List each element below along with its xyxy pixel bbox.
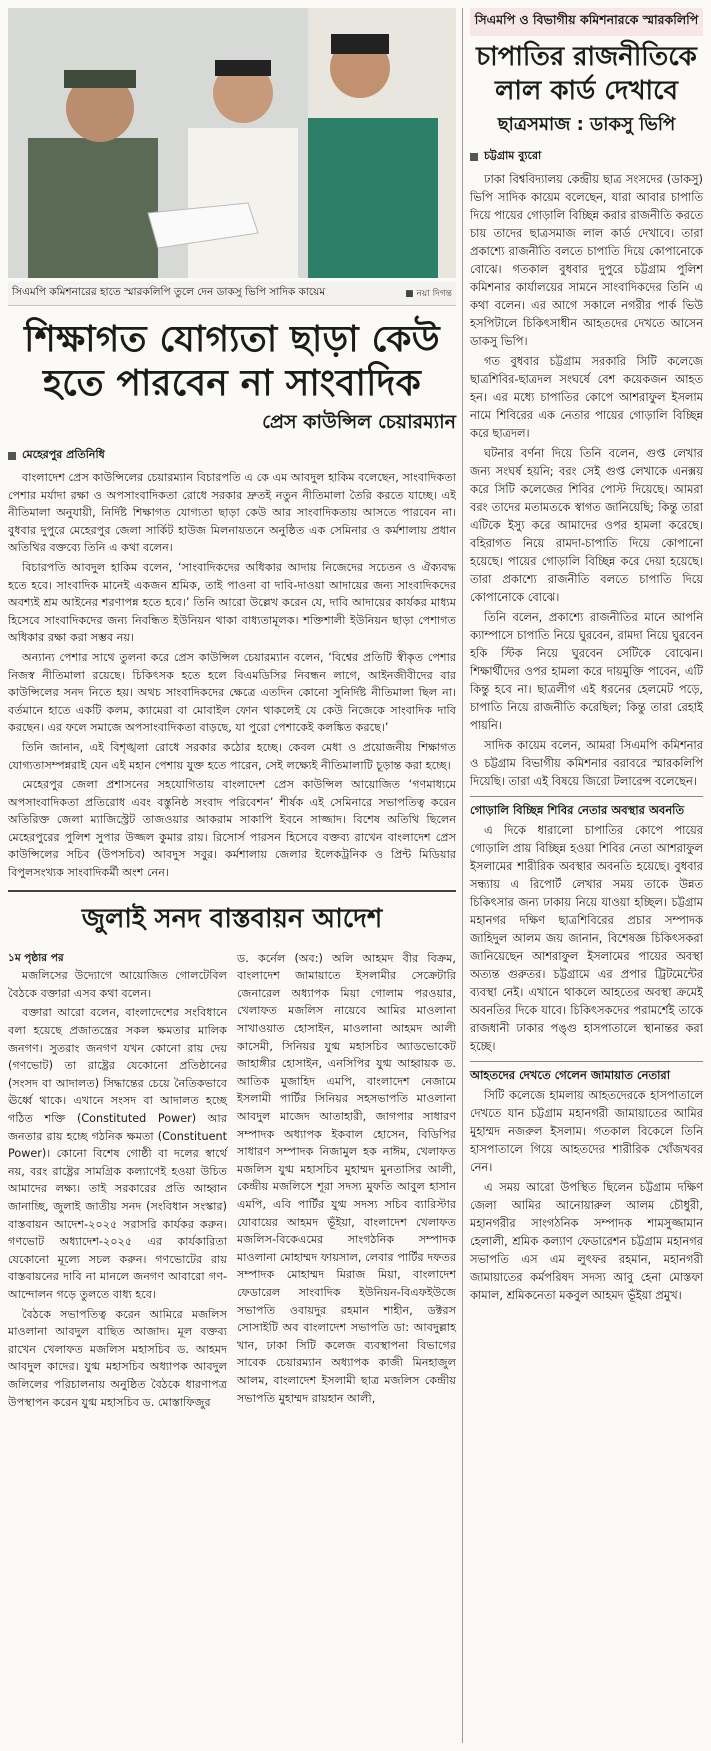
caption-credit: ■ নয়া দিগন্ত (405, 289, 452, 299)
section-divider (8, 890, 456, 892)
news-photo (8, 8, 456, 278)
right-subheadline: ছাত্রসমাজ : ডাকসু ভিপি (497, 114, 676, 135)
article-paragraph: গত বুধবার চট্টগ্রাম সরকারি সিটি কলেজে ছাত্রশিবির-ছাত্রদল সংঘর্ষে বেশ কয়েকজন আহত হন। এর মধ্যে চাপাতির কোপে আশরাফুল ইসলাম নামে শিবিরের এক নেতার পায়ের গোড়ালি বিচ্ছিন্ন করে ছাত্রদল। (470, 354, 703, 440)
column-divider (462, 8, 463, 1743)
right-article-body (470, 170, 703, 1304)
headline-subtitle: প্রেস কাউন্সিল চেয়ারম্যান (262, 411, 456, 433)
caption-text: সিএমপি কমিশনারের হাতে স্মারকলিপি তুলে দেন ডাকসু ভিপি সাদিক কায়েম (12, 286, 326, 298)
right-section (470, 8, 703, 1306)
article-paragraph: অন্যান্য পেশার সাথে তুলনা করে প্রেস কাউন্সিল চেয়ারম্যান বলেন, ‘বিশ্বের প্রতিটি স্বীকৃত পেশার নিজস্ব নীতিমালা রয়েছে। চিকিৎসক হতে হলে বিএমডিসির নিবন্ধন লাগে, আইনজীবীদের বার কাউন্সিলের সনদ নিতে হয়। অথচ সাংবাদিকদের ক্ষেত্রে এতদিন কোনো সুনির্দিষ্ট নীতিমালা ছিল না। বর্তমানে হাতে একটি কলম, ক্যামেরা বা মোবাইল ফোন থাকলেই যে কেউ নিজেকে সাংবাদিক দাবি করছেন। এর ফলে সমাজে অপসাংবাদিকতা বাড়ছে, যা পুরো পেশাকেই কলঙ্কিত করছে।’ (8, 650, 456, 735)
article-paragraph: বৈঠকে সভাপতিত্ব করেন আমিরে মজলিস মাওলানা আবদুল বাছিত আজাদ। মূল বক্তব্য রাখেন খেলাফত মজলিস মহাসচিব ড. আহমদ আবদুল কাদের। যুগ্ম মহাসচিব অধ্যাপক আবদুল জলিলের পরিচালনায় অনুষ্ঠিত বৈঠকে ধারণাপত্র উপস্থাপন করেন যুগ্ম মহাসচিব ড. মোস্তাফিজুর (8, 1307, 227, 1409)
article-paragraph: সাদিক কায়েম বলেন, আমরা সিএমপি কমিশনার ও চট্টগ্রাম বিভাগীয় কমিশনার বরাবরে স্মারকলিপি দিয়েছি। তারা এই বিষয়ে জিরো টলারেন্স বলেছেন। (470, 738, 703, 788)
right-headline-line-1: চাপাতির রাজনীতিকে (476, 42, 697, 72)
article-paragraph: ড. কর্নেল (অব:) অলি আহমদ বীর বিক্রম, বাংলাদেশ জামায়াতে ইসলামীর সেক্রেটারি জেনারেল অধ্যাপক মিয়া গোলাম পরওয়ার, খেলাফত মজলিস নায়েবে আমির মাওলানা সাখাওয়াত হোসাইন, মাওলানা আহমদ আলী কাসেমী, সিনিয়র যুগ্ম মহাসচিব অ্যাডভোকেট জাহাঙ্গীর হোসাইন, এনসিপির যুগ্ম আহ্বায়ক ড. আতিক মুজাহিদ এমপি, বাংলাদেশ নেজামে ইসলামী পার্টির সিনিয়র সহসভাপতি মাওলানা আবদুল মাজেদ আতাহারী, জাগপার সাধারণ সম্পাদক অধ্যাপক ইকবাল হোসেন, বিডিপির সাধারণ সম্পাদক নিজামুল হক নাঈম, খেলাফত মজলিস যুগ্ম মহাসচিব মুহাম্মদ মুনতাসির আলী, কেন্দ্রীয় মজলিসে শূরা সদস্য মুফতি আবুল হাসান এমপি, এবি পার্টির যুগ্ম সদস্য সচিব ব্যারিস্টার যোবায়ের আহমদ ভূঁইয়া, বাংলাদেশ খেলাফত মজলিস-বিকেএমের সাংগঠনিক সম্পাদক মাওলানা মোহাম্মদ ফায়সাল, লেবার পার্টির দফতর সম্পাদক মোহাম্মদ মিরাজ মিয়া, বাংলাদেশ ফেডারেল সাংবাদিক ইউনিয়ন-বিএফইউজে সভাপতি ওবায়দুর রহমান শাহীন, ডক্টরস সোসাইটি অব বাংলাদেশ সভাপতি ডা: আবদুল্লাহ খান, ঢাকা সিটি কলেজ ব্যবস্থাপনা বিভাগের সাবেক চেয়ারম্যান অধ্যাপক কাজী মিনহাজুল আলম, বাংলাদেশ ইসলামী ছাত্র মজলিস কেন্দ্রীয় সভাপতি মুহাম্মদ রায়হান আলী, (237, 951, 456, 1405)
article-paragraph: এ দিকে ধারালো চাপাতির কোপে পায়ের গোড়ালি প্রায় বিচ্ছিন্ন হওয়া শিবির নেতা আশরাফুল ইসলামের শারীরিক অবস্থার অবনতি হয়েছে। বুধবার সন্ধ্যায় এ রিপোর্ট লেখার সময় তাকে উন্নত চিকিৎসার জন্য ঢাকায় নিয়ে যাওয়া হচ্ছিল। চট্টগ্রাম মহানগর দক্ষিণ ছাত্রশিবিরের প্রচার সম্পাদক জাহিদুল আলম জয় জানান, বিশেষজ্ঞ চিকিৎসকরা জানিয়েছেন আশরাফুল ইসলামের পায়ের অবস্থা অত্যন্ত গুরুতর। চট্টগ্রামে এর প্রপার ট্রিটমেন্টের ব্যবস্থা নেই। এখানে থাকলে আহতের অবস্থা ক্রমেই অবনতির দিকে যাবে। চিকিৎসকদের পরামর্শেই তাকে রাজধানী ঢাকার পঙ্গু হাসপাতালে স্থানান্তর করা হচ্ছে। (470, 823, 703, 1053)
two-column-article (8, 950, 456, 1413)
article-paragraph: ঢাকা বিশ্ববিদ্যালয় কেন্দ্রীয় ছাত্র সংসদের (ডাকসু) ভিপি সাদিক কায়েম বলেছেন, যারা আবার চাপাতি দিয়ে পায়ের গোড়ালি বিচ্ছিন্ন করার রাজনীতি করতে চায় তাদের ছাত্রসমাজ লাল কার্ড দেখাবে। তারা প্রকাশ্যে রাজনীতি বলতে চাপাতি দিয়ে কোপানোকে বোঝে। গতকাল বুধবার দুপুরে চট্টগ্রাম পুলিশ কমিশনার কার্যালয়ের সামনে সাংবাদিকদের তিনি এ কথা বলেন। এর আগে সকালে নগরীর পার্ক ভিউ হসপিটালে চিকিৎসাধীন আহতদের দেখতে আসেন ডাকসু ভিপি। (470, 172, 703, 348)
right-headline (470, 40, 703, 108)
photo-illustration (8, 8, 456, 278)
main-headline (8, 318, 456, 406)
article-column-2 (237, 950, 456, 1413)
right-subhead-2: গোড়ালি বিচ্ছিন্ন শিবির নেতার অবস্থার অবনতি (470, 796, 703, 819)
byline (8, 446, 456, 465)
bullet-icon (470, 153, 478, 161)
article-paragraph: তিনি বলেন, প্রকাশ্যে রাজনীতির মানে আপনি ক্যাম্পাসে চাপাতি নিয়ে ঘুরবেন, রামদা নিয়ে ঘুরবেন হকি স্টিক নিয়ে ঘুরবেন সেটিকে বোঝেন। শিক্ষার্থীদের ওপর হামলা করে দায়মুক্তি পাবেন, এটি কিন্তু হবে না। ছাত্রলীগ এই ধরনের হেলমেট পড়ে, চাপাতি নিয়ে রাজনীতি করেছিল; কিন্তু তারা রেহাই পায়নি। (470, 610, 703, 732)
article-paragraph: এ সময় আরো উপস্থিত ছিলেন চট্টগ্রাম দক্ষিণ জেলা আমির আনোয়ারুল আলম চৌধুরী, মহানগরীর সাংগঠনিক সম্পাদক শামসুজ্জামান হেলালী, শ্রমিক কল্যাণ ফেডারেশন চট্টগ্রাম মহানগর সভাপতি এস এম লুৎফর রহমান, মহানগরী জামায়াতের কর্মপরিষদ সদস্য আবু হেনা মোস্তফা কামাল, শ্রমিকনেতা মকবুল আহমদ ভূঁইয়া প্রমুখ। (470, 1180, 703, 1302)
second-headline: জুলাই সনদ বাস্তবায়ন আদেশ (81, 903, 383, 934)
left-section (8, 8, 456, 1413)
right-kicker: সিএমপি ও বিভাগীয় কমিশনারকে স্মারকলিপি (470, 8, 703, 36)
photo-caption (8, 282, 456, 306)
right-headline-line-2: লাল কার্ড দেখাবে (495, 76, 678, 106)
article-paragraph: সিটি কলেজে হামলায় আহতদেরকে হাসপাতালে দেখতে যান চট্টগ্রাম মহানগরী জামায়াতের আমির মুহাম্মদ নজরুল ইসলাম। গতকাল বিকেলে তিনি হাসপাতালে গিয়ে আহতদের শারীরিক খোঁজখবর নেন। (470, 1088, 703, 1174)
article-column-1 (8, 950, 227, 1413)
article-paragraph: বক্তারা আরো বলেন, বাংলাদেশের সংবিধানে বলা হয়েছে প্রজাতন্ত্রের সকল ক্ষমতার মালিক জনগণ। সুতরাং জনগণ যখন কোনো রায় দেয় (গণভোট) তা রাষ্ট্রের যেকোনো প্রতিষ্ঠানের (সংসদ বা আদালত) সিদ্ধান্তের চেয়ে নৈতিকভাবে ঊর্ধ্বে থাকে। এখানে সংসদ বা আদালত হচ্ছে গঠিত শক্তি (Constituted Power) আর জনতার রায় হচ্ছে গঠনিক ক্ষমতা (Constituent Power)। কোনো বিশেষ গোষ্ঠী বা দলের স্বার্থে নয়, বরং রাষ্ট্রের সামগ্রিক কল্যাণেই হওয়া উচিত আমাদের লক্ষ্য। তাই সরকারের প্রতি আহ্বান জানাচ্ছি, জুলাই জাতীয় সনদ (সংবিধান সংস্কার) বাস্তবায়ন আদেশ-২০২৫ সরাসরি কার্যকর করুন। গণভোট অধ্যাদেশ-২০২৫ এর কার্যকারিতা যেকোনো মূল্যে সচল করুন। গণভোটের রায় বাস্তবায়নের দাবি না মানলে জনগণ আবারো গণ-আন্দোলন গড়ে তুলতে বাধ্য হবে। (8, 1006, 227, 1301)
continued-marker: ১ম পৃষ্ঠার পর (8, 951, 64, 964)
article-paragraph: বাংলাদেশ প্রেস কাউন্সিলের চেয়ারম্যান বিচারপতি এ কে এম আবদুল হাকিম বলেছেন, সাংবাদিকতা পেশার মর্যাদা রক্ষা ও অপসাংবাদিকতা রোধে সরকার দ্রুতই নতুন নীতিমালা তৈরি করতে যাচ্ছে। এই নীতিমালা অনুযায়ী, নির্দিষ্ট শিক্ষাগত যোগ্যতা ছাড়া কেউ আর সাংবাদিকতায় আসতে পারবেন না। বুধবার দুপুরে মেহেরপুর জেলা সার্কিট হাউজ মিলনায়তনে অনুষ্ঠিত এক সেমিনার ও কর্মশালায় প্রধান অতিথির বক্তব্যে তিনি এ কথা বলেন। (8, 471, 456, 555)
right-byline-text: চট্টগ্রাম ব্যুরো (484, 149, 542, 162)
article-paragraph: মেহেরপুর জেলা প্রশাসনের সহযোগিতায় বাংলাদেশ প্রেস কাউন্সিল আয়োজিত ‘গণমাধ্যমে অপসাংবাদিকতা প্রতিরোধ এবং বস্তুনিষ্ঠ সংবাদ পরিবেশন’ শীর্ষক এই সেমিনারে সভাপতিত্ব করেন অতিরিক্ত জেলা ম্যাজিস্ট্রেট তাজওয়ার আকরাম সাকাপি ইবনে সাজ্জাদ। বিশেষ অতিথি ছিলেন মেহেরপুরের পুলিশ সুপার উজ্জল কুমার রায়। রিসোর্স পারসন হিসেবে বক্তব্য রাখেন বাংলাদেশ প্রেস কাউন্সিলের সচিব (উপসচিব) আবদুস সবুর। কর্মশালায় জেলার ইলেকট্রনিক ও প্রিন্ট মিডিয়ার বিপুলসংখ্যক সাংবাদিকর্মী অংশ নেন। (8, 778, 456, 880)
right-byline (470, 147, 703, 166)
headline-line-1: শিক্ষাগত যোগ্যতা ছাড়া কেউ (24, 319, 440, 360)
article-body (8, 469, 456, 882)
bullet-icon (8, 452, 16, 460)
article-paragraph: মজলিসের উদ্যোগে আয়োজিত গোলটেবিল বৈঠকে বক্তারা এসব কথা বলেন। (8, 969, 227, 1000)
article-paragraph: বিচারপতি আবদুল হাকিম বলেন, ‘সাংবাদিকদের অধিকার আদায় নিজেদের সচেতন ও ঐক্যবদ্ধ হতে হবে। সাংবাদিক মানেই একজন শ্রমিক, তাই পাওনা বা দাবি-দাওয়া আদায়ের জন্য সাংবাদিকদের অবশ্যই শ্রম আইনের শরণাপন্ন হতে হবে।’ তিনি আরো উল্লেখ করেন যে, দাবি আদায়ের কার্যকর মাধ্যম হিসেবে সাংবাদিকদের জন্য নিবন্ধিত ইউনিয়ন থাকা বাধ্যতামূলক। শক্তিশালী ইউনিয়ন ছাড়া পেশাগত অধিকার রক্ষা করা সম্ভব নয়। (8, 560, 456, 645)
headline-line-2: হতে পারবেন না সাংবাদিক (43, 363, 421, 404)
right-subhead-3: আহতদের দেখতে গেলেন জামায়াত নেতারা (470, 1061, 703, 1084)
article-paragraph: তিনি জানান, এই বিশৃঙ্খলা রোধে সরকার কঠোর হচ্ছে। কেবল মেধা ও প্রয়োজনীয় শিক্ষাগত যোগ্যতাসম্পন্নরাই যেন এই মহান পেশায় যুক্ত হতে পারেন, সেই লক্ষ্যেই নীতিমালাটি চূড়ান্ত করা হচ্ছে। (8, 740, 456, 772)
article-paragraph: ঘটনার বর্ণনা দিয়ে তিনি বলেন, গুপ্ত লেখার জন্য সংঘর্ষ হয়নি; বরং সেই গুপ্ত লেখাকে এনক্সয় করে সিটি কলেজের শিবির পোস্ট দিয়েছে। আমরা বরং তাদের মতামতকে স্বাগত জানিয়েছি; কিন্তু তারা এটিকে ইস্যু করে আমাদের ওপর হামলা করেছে। বহিরাগত নিয়ে রামদা-চাপাতি দিয়ে কোপানো হয়েছে। পায়ের গোড়ালি বিচ্ছিন্ন করে দেয়া হয়েছে। তারা প্রকাশ্যে রাজনীতি বলতে চাপাতি দিয়ে কোপানোকে বোঝে। (470, 446, 703, 604)
byline-text: মেহেরপুর প্রতিনিধি (22, 448, 105, 461)
